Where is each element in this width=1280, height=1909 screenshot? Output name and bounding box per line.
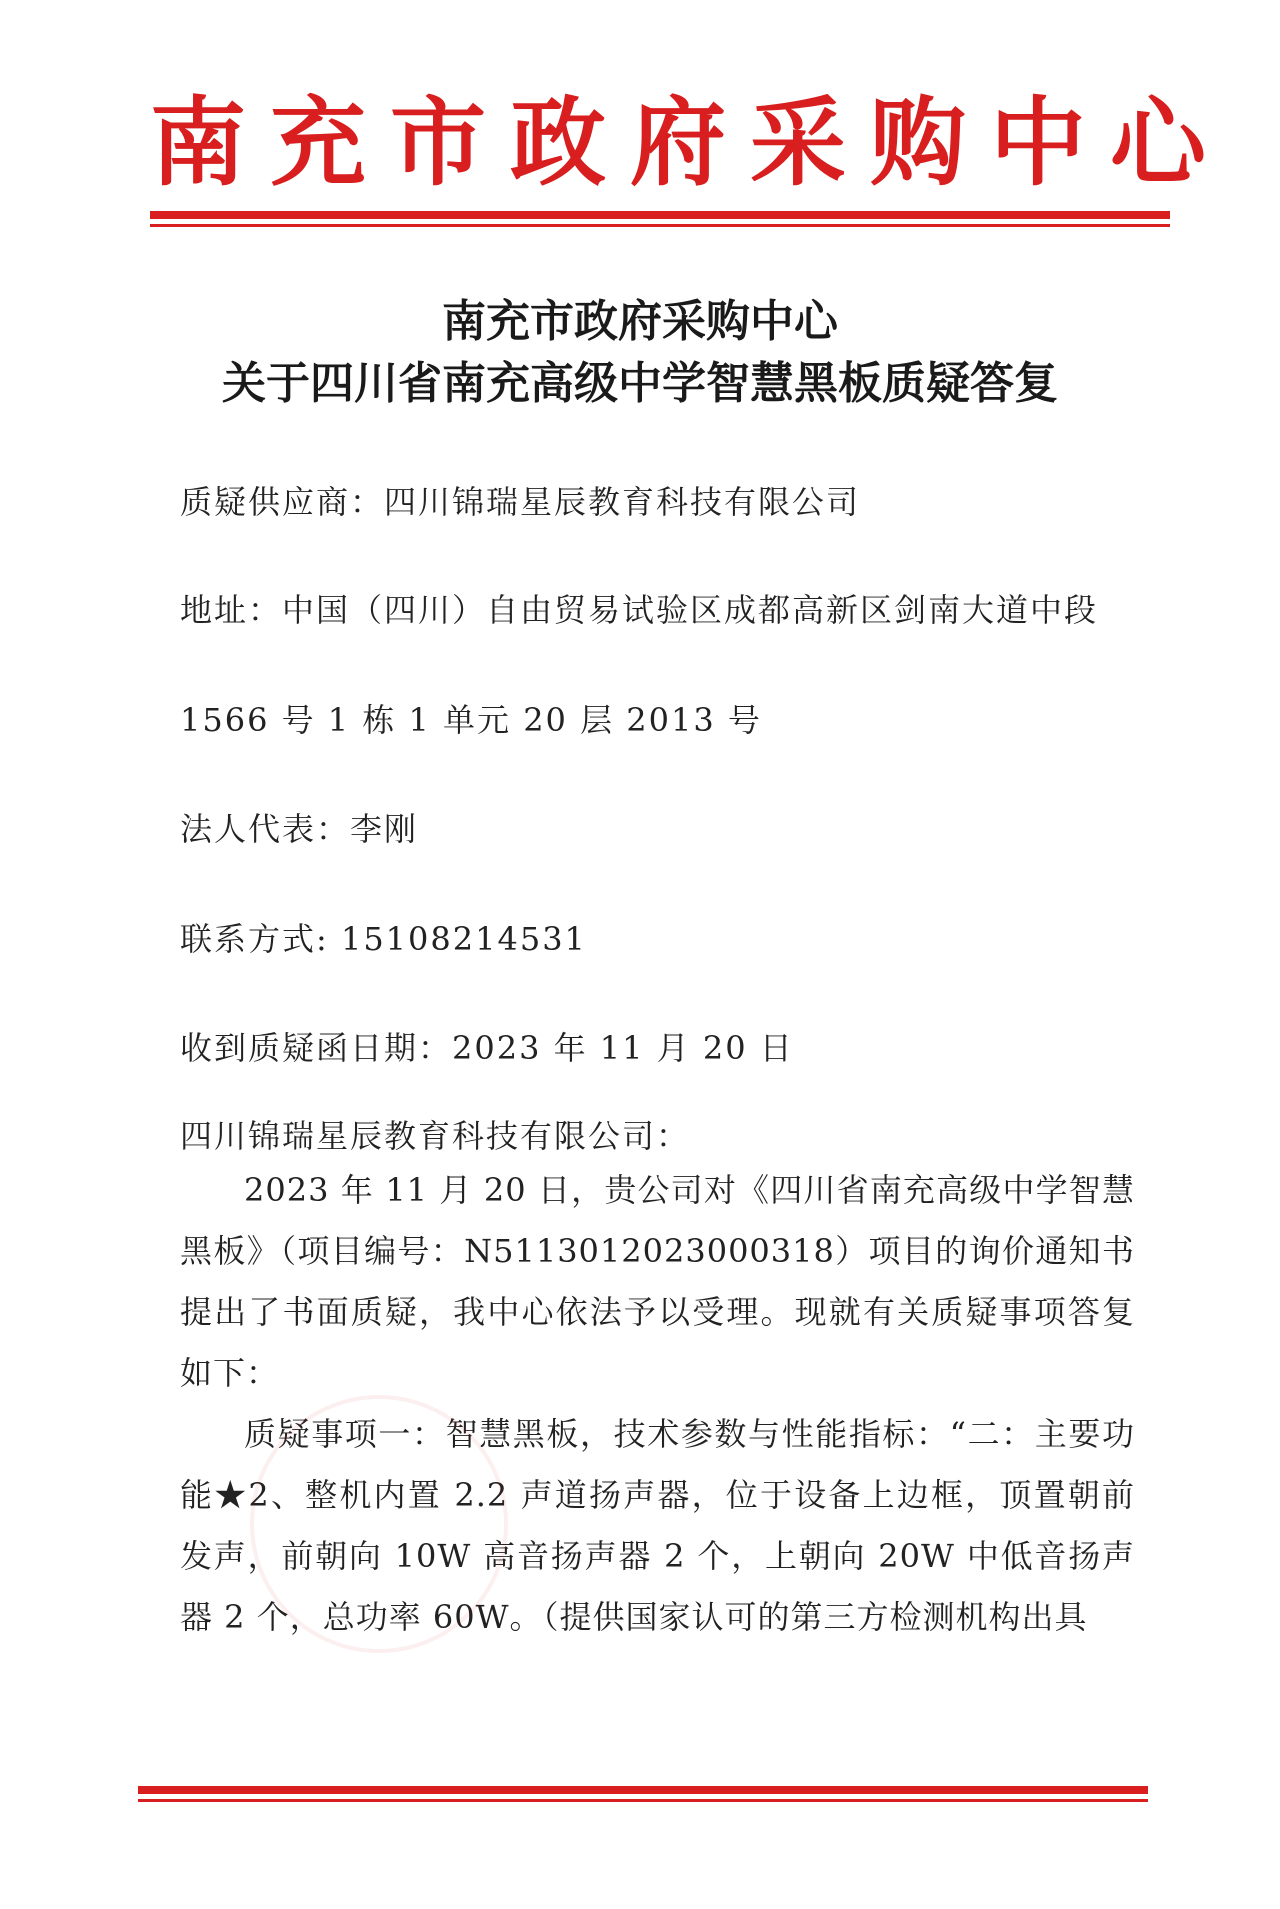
reply-paragraph-1: 2023 年 11 月 20 日，贵公司对《四川省南充高级中学智慧黑板》（项目编号：N5113012023000318）项目的询价通知书提出了书面质疑，我中心依法予以受理。现就有关质疑事项答复如下： — [180, 1171, 1135, 1392]
contact-line: 联系方式: 15108214531 — [180, 920, 587, 958]
masthead-org-name: 南充市政府采购中心 — [150, 87, 1230, 199]
received-date-line: 收到质疑函日期：2023 年 11 月 20 日 — [180, 1029, 794, 1067]
document-title-line1: 南充市政府采购中心 — [442, 296, 838, 347]
header-rule-thin — [150, 224, 1170, 227]
document-title-line2: 关于四川省南充高级中学智慧黑板质疑答复 — [222, 358, 1058, 409]
legal-rep-line: 法人代表：李刚 — [180, 810, 419, 848]
footer-rule-thin — [138, 1799, 1148, 1802]
salutation-line: 四川锦瑞星辰教育科技有限公司： — [180, 1117, 691, 1155]
address-line-2: 1566 号 1 栋 1 单元 20 层 2013 号 — [180, 701, 762, 739]
reply-paragraph-2: 质疑事项一：智慧黑板，技术参数与性能指标：“二：主要功能★2、整机内置 2.2 声道扬声器，位于设备上边框，顶置朝前发声，前朝向 10W 高音扬声器 2 个，上朝向 20W 中低音扬声器 2 个，总功率 60W。（提供国家认可的第三方检测机构出具 — [180, 1415, 1135, 1636]
supplier-line: 质疑供应商：四川锦瑞星辰教育科技有限公司 — [180, 483, 861, 521]
address-line-1: 地址：中国（四川）自由贸易试验区成都高新区剑南大道中段 — [180, 591, 1099, 629]
header-rule-thick — [150, 211, 1170, 219]
official-seal-faint — [250, 1395, 508, 1653]
footer-rule-thick — [138, 1786, 1148, 1794]
